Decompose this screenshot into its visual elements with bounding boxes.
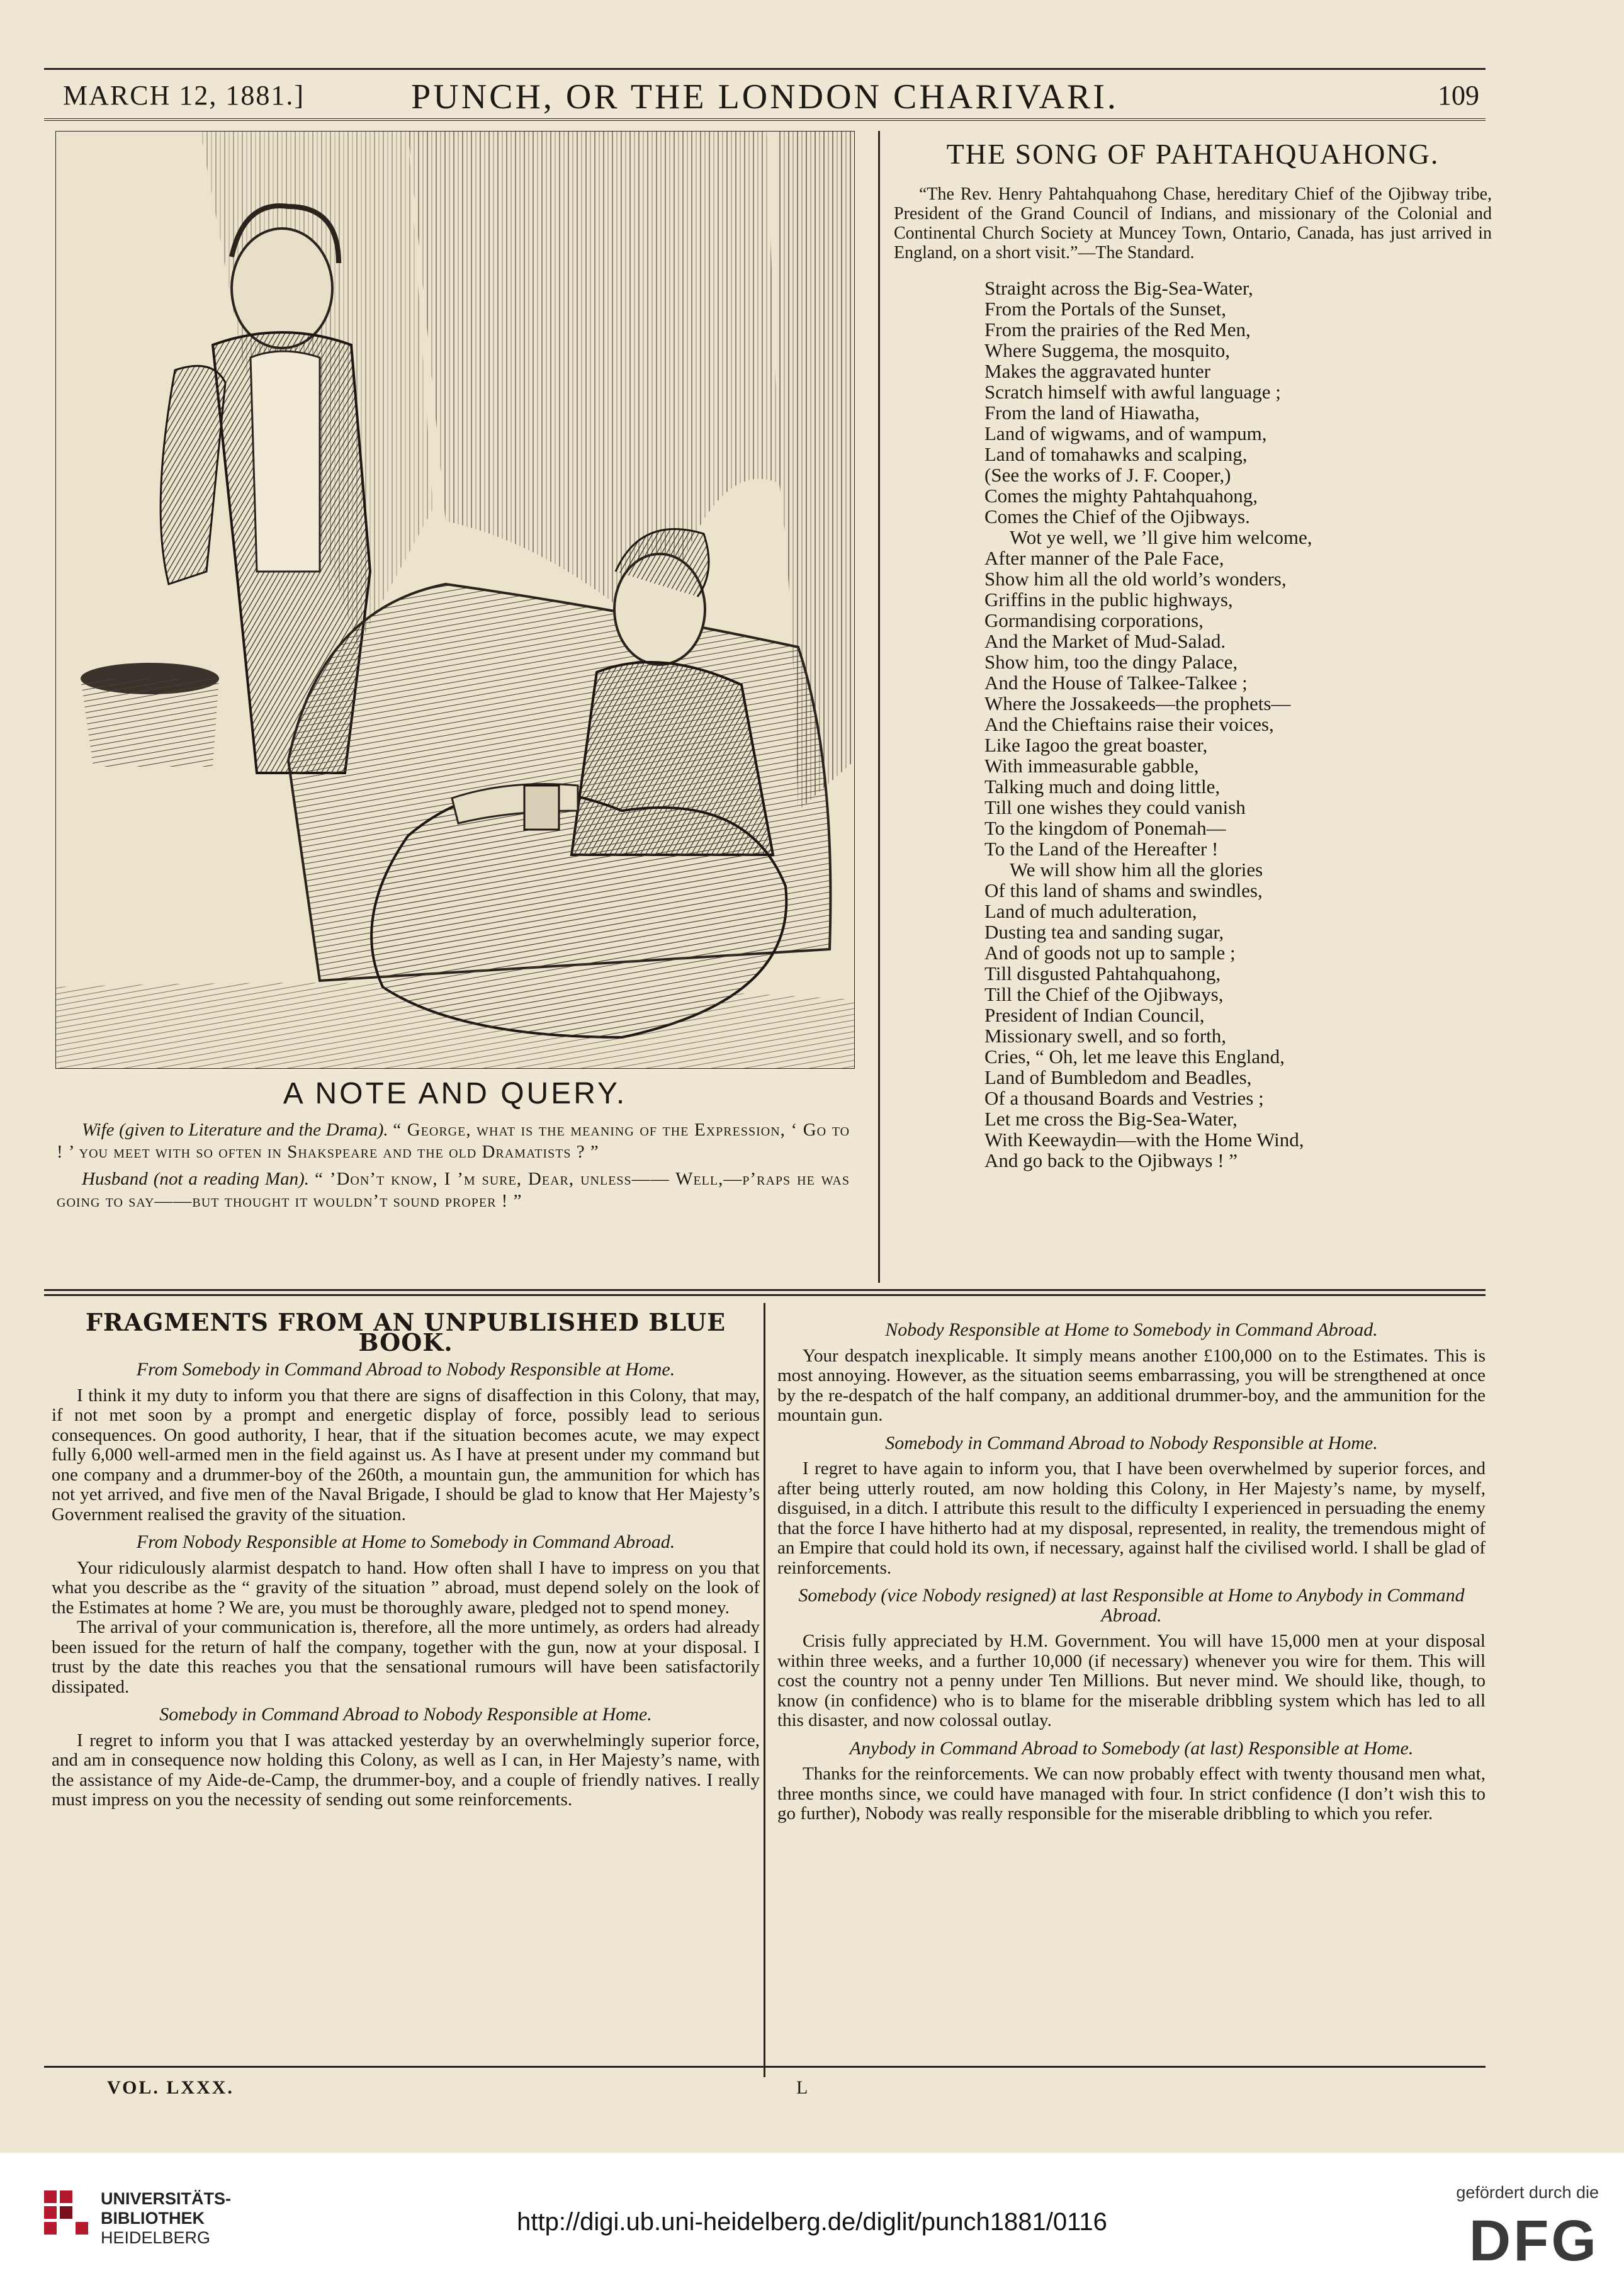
poem-line: Dusting tea and sanding sugar, (984, 921, 1224, 943)
letter-heading: Nobody Responsible at Home to Somebody in Command Abroad. (885, 1319, 1378, 1340)
letter-paragraph: Thanks for the reinforcements. We can now probably effect with twenty thousand men what, three months since, we could have managed with four. In strict confidence (I don’t wish this to go further), Nobody was really responsible for the miserable dribbling to which you refer. (777, 1764, 1486, 1824)
digitization-bar (0, 2153, 1624, 2283)
letter-paragraph: I regret to inform you that I was attacked yesterday by an overwhelmingly superior force, and am in consequence now holding this Colony, as well as I can, in Her Majesty’s name, with the assistance of my Aide-de-Camp, the drummer-boy, and a couple of friendly natives. I really must impress on you the necessity of sending out some reinforcements. (52, 1730, 760, 1810)
poem-line: Straight across the Big-Sea-Water, (984, 277, 1253, 299)
caption-note: (given to Literature and the Drama). (119, 1120, 388, 1140)
caption-speech: “ ’Don’t know, I ’m sure, Dear, unless—— Well,—p’raps he was going to say——but thought it wouldn’t sound proper ! ” (57, 1169, 850, 1211)
poem-line: Where the Jossakeeds—the prophets— (984, 692, 1291, 714)
poem-line: To the kingdom of Ponemah— (984, 817, 1226, 839)
caption-note: (not a reading Man). (153, 1169, 310, 1189)
poem-line: With immeasurable gabble, (984, 755, 1199, 777)
poem-line: Scratch himself with awful language ; (984, 381, 1281, 403)
letter-heading: Somebody in Command Abroad to Nobody Responsible at Home. (885, 1432, 1378, 1453)
poem-line: From the prairies of the Red Men, (984, 318, 1251, 341)
header-top-rule (44, 68, 1486, 70)
poem-line: Gormandising corporations, (984, 609, 1204, 631)
poem-line: And the Chieftains raise their voices, (984, 713, 1274, 735)
fragments-left-column (52, 1308, 760, 1810)
poem-line: From the land of Hiawatha, (984, 402, 1200, 424)
letter-paragraph: Crisis fully appreciated by H.M. Government. You will have 15,000 men at your disposal within three weeks, and a further 10,000 (if necessary) whenever you wire for them. This will cost the country not a penny under Ten Millions. But never mind. We should like, though, to know (in confidence) who is to blame for the miserable dribbling system which has led to all this disaster, and now colossal outlay. (777, 1631, 1486, 1730)
poem-line: Like Iagoo the great boaster, (984, 734, 1208, 756)
poem-line: Comes the Chief of the Ojibways. (984, 505, 1250, 527)
caption-speaker: Husband (82, 1169, 148, 1189)
poem-line: Where Suggema, the mosquito, (984, 339, 1230, 361)
poem-line: Till disgusted Pahtahquahong, (984, 962, 1221, 984)
poem-line: From the Portals of the Sunset, (984, 298, 1227, 320)
poem-line: Wot ye well, we ’ll give him welcome, (1010, 526, 1312, 548)
poem-title: THE SONG OF PAHTAHQUAHONG. (946, 138, 1440, 170)
poem-line: Till the Chief of the Ojibways, (984, 983, 1224, 1005)
page-number: 109 (1438, 80, 1479, 111)
section-rule (44, 1289, 1486, 1291)
issue-date: MARCH 12, 1881.] (63, 80, 305, 111)
poem-line: And of goods not up to sample ; (984, 942, 1236, 964)
cartoon-drawing (55, 131, 855, 1069)
cartoon-title: A NOTE AND QUERY. (283, 1077, 628, 1110)
poem-line: With Keewaydin—with the Home Wind, (984, 1129, 1304, 1151)
poem-line: Cries, “ Oh, let me leave this England, (984, 1046, 1285, 1068)
poem-line: We will show him all the glories (1010, 859, 1263, 881)
poem-line: And the Market of Mud-Salad. (984, 630, 1226, 652)
volume-mark: VOL. LXXX. (107, 2077, 234, 2098)
university-library-name: UNIVERSITÄTS- BIBLIOTHEK HEIDELBERG (101, 2189, 232, 2247)
poem-line: Show him, too the dingy Palace, (984, 651, 1238, 673)
poem-line: Land of wigwams, and of wampum, (984, 422, 1267, 444)
poem-line: To the Land of the Hereafter ! (984, 838, 1219, 860)
poem-line: President of Indian Council, (984, 1004, 1205, 1026)
signature-mark: L (796, 2077, 808, 2098)
poem-line: Comes the mighty Pahtahquahong, (984, 485, 1258, 507)
column-divider-bottom (764, 1303, 765, 2077)
permalink[interactable]: http://digi.ub.uni-heidelberg.de/diglit/punch1881/0116 (517, 2208, 1107, 2236)
column-divider-top (878, 131, 880, 1283)
poem-line: And go back to the Ojibways ! ” (984, 1149, 1238, 1171)
poem-line: After manner of the Pale Face, (984, 547, 1224, 569)
letter-paragraph: Your ridiculously alarmist despatch to hand. How often shall I have to impress on you that what you describe as the “ gravity of the situation ” abroad, must depend solely on the look of the Estimates at home ? We are, you must be thoroughly aware, pledged not to spend money. (52, 1557, 760, 1618)
dfg-logo: DFG (1469, 2209, 1599, 2273)
letter-paragraph: I regret to have again to inform you, that I have been overwhelmed by superior forces, and after being utterly routed, am now holding this Colony, in Her Majesty’s name, by myself, disguised, in a ditch. I attribute this result to the difficulty I experienced in persuading the enemy that the force I have hitherto had at my disposal, represented, in reality, the tremendous might of an Empire that could hold its own, if necessary, against half the civilised world. I shall be glad of reinforcements. (777, 1458, 1486, 1578)
letter-heading: Somebody in Command Abroad to Nobody Responsible at Home. (159, 1704, 652, 1725)
letter-paragraph: Your despatch inexplicable. It simply means another £100,000 on to the Estimates. This is most annoying. However, as the situation seems embarrassing, you will be strengthened at once by the re-despatch of the half company, an additional drummer-boy, and the ammunition for the mountain gun. (777, 1345, 1486, 1425)
poem-intro: “The Rev. Henry Pahtahquahong Chase, hereditary Chief of the Ojibway tribe, President of the Grand Council of Indians, and missionary of the Colonial and Continental Church Society at Muncey Town, Ontario, Canada, has just arrived in England, on a short visit.”—The Standard. (894, 184, 1492, 262)
letter-heading: Somebody (vice Nobody resigned) at last Responsible at Home to Anybody in Command Abroad. (798, 1585, 1465, 1626)
page-header (44, 74, 1486, 121)
letter-heading: Anybody in Command Abroad to Somebody (at last) Responsible at Home. (849, 1737, 1414, 1759)
journal-title: PUNCH, OR THE LONDON CHARIVARI. (411, 77, 1119, 116)
poem-line: Missionary swell, and so forth, (984, 1025, 1227, 1047)
poem-line: Let me cross the Big-Sea-Water, (984, 1108, 1238, 1130)
poem-line: Land of tomahawks and scalping, (984, 443, 1248, 465)
cartoon-caption (57, 1119, 850, 1217)
poem-line: Talking much and doing little, (984, 775, 1221, 798)
poem-line: Land of much adulteration, (984, 900, 1197, 922)
poem-line: Griffins in the public highways, (984, 589, 1233, 611)
poem-line: Of this land of shams and swindles, (984, 879, 1263, 901)
caption-husband (57, 1168, 850, 1212)
fragments-title: FRAGMENTS FROM AN UNPUBLISHED BLUE BOOK. (85, 1308, 726, 1356)
caption-speaker: Wife (82, 1120, 115, 1140)
poem-line: Show him all the old world’s wonders, (984, 568, 1287, 590)
poem-line: And the House of Talkee-Talkee ; (984, 672, 1248, 694)
letter-paragraph: The arrival of your communication is, therefore, all the more untimely, as orders had already been issued for the return of half the company, together with the gun, now at your disposal. I trust by the date this reaches you that the sensational rumours will have been satisfactorily dissipated. (52, 1617, 760, 1697)
caption-speech: “ George, what is the meaning of the Expression, ‘ Go to ! ’ you meet with so often in Shakspeare and the old Dramatists ? ” (57, 1120, 850, 1162)
poem-line: Makes the aggravated hunter (984, 360, 1210, 382)
caption-wife (57, 1119, 850, 1163)
poem-line: (See the works of J. F. Cooper,) (984, 464, 1231, 486)
poem-line: Land of Bumbledom and Beadles, (984, 1066, 1252, 1088)
funder-label: gefördert durch die (1456, 2183, 1599, 2202)
poem-line: Till one wishes they could vanish (984, 796, 1246, 818)
poem-column (894, 137, 1492, 1171)
letter-paragraph: I think it my duty to inform you that there are signs of disaffection in this Colony, that may, if not met soon by a prompt and energetic display of force, possibly lead to serious consequences. On good authority, I hear, that if the situation becomes acute, we may expect fully 6,000 well-armed men in the field against us. As I have at present under my command but one company and a drummer-boy of the 260th, a mountain gun, the ammunition for which has not yet arrived, and five men of the Naval Brigade, I should be glad to know that Her Majesty’s Government realised the gravity of the situation. (52, 1385, 760, 1525)
fragments-right-column (777, 1312, 1486, 1824)
letter-heading: From Somebody in Command Abroad to Nobody Responsible at Home. (136, 1359, 675, 1380)
section-rule (44, 1294, 1486, 1296)
poem-stanzas (984, 278, 1492, 1171)
poem-line: Of a thousand Boards and Vestries ; (984, 1087, 1264, 1109)
footer-rule (44, 2066, 1486, 2068)
letter-heading: From Nobody Responsible at Home to Somebody in Command Abroad. (136, 1531, 675, 1552)
cartoon-illustration (55, 131, 855, 1069)
